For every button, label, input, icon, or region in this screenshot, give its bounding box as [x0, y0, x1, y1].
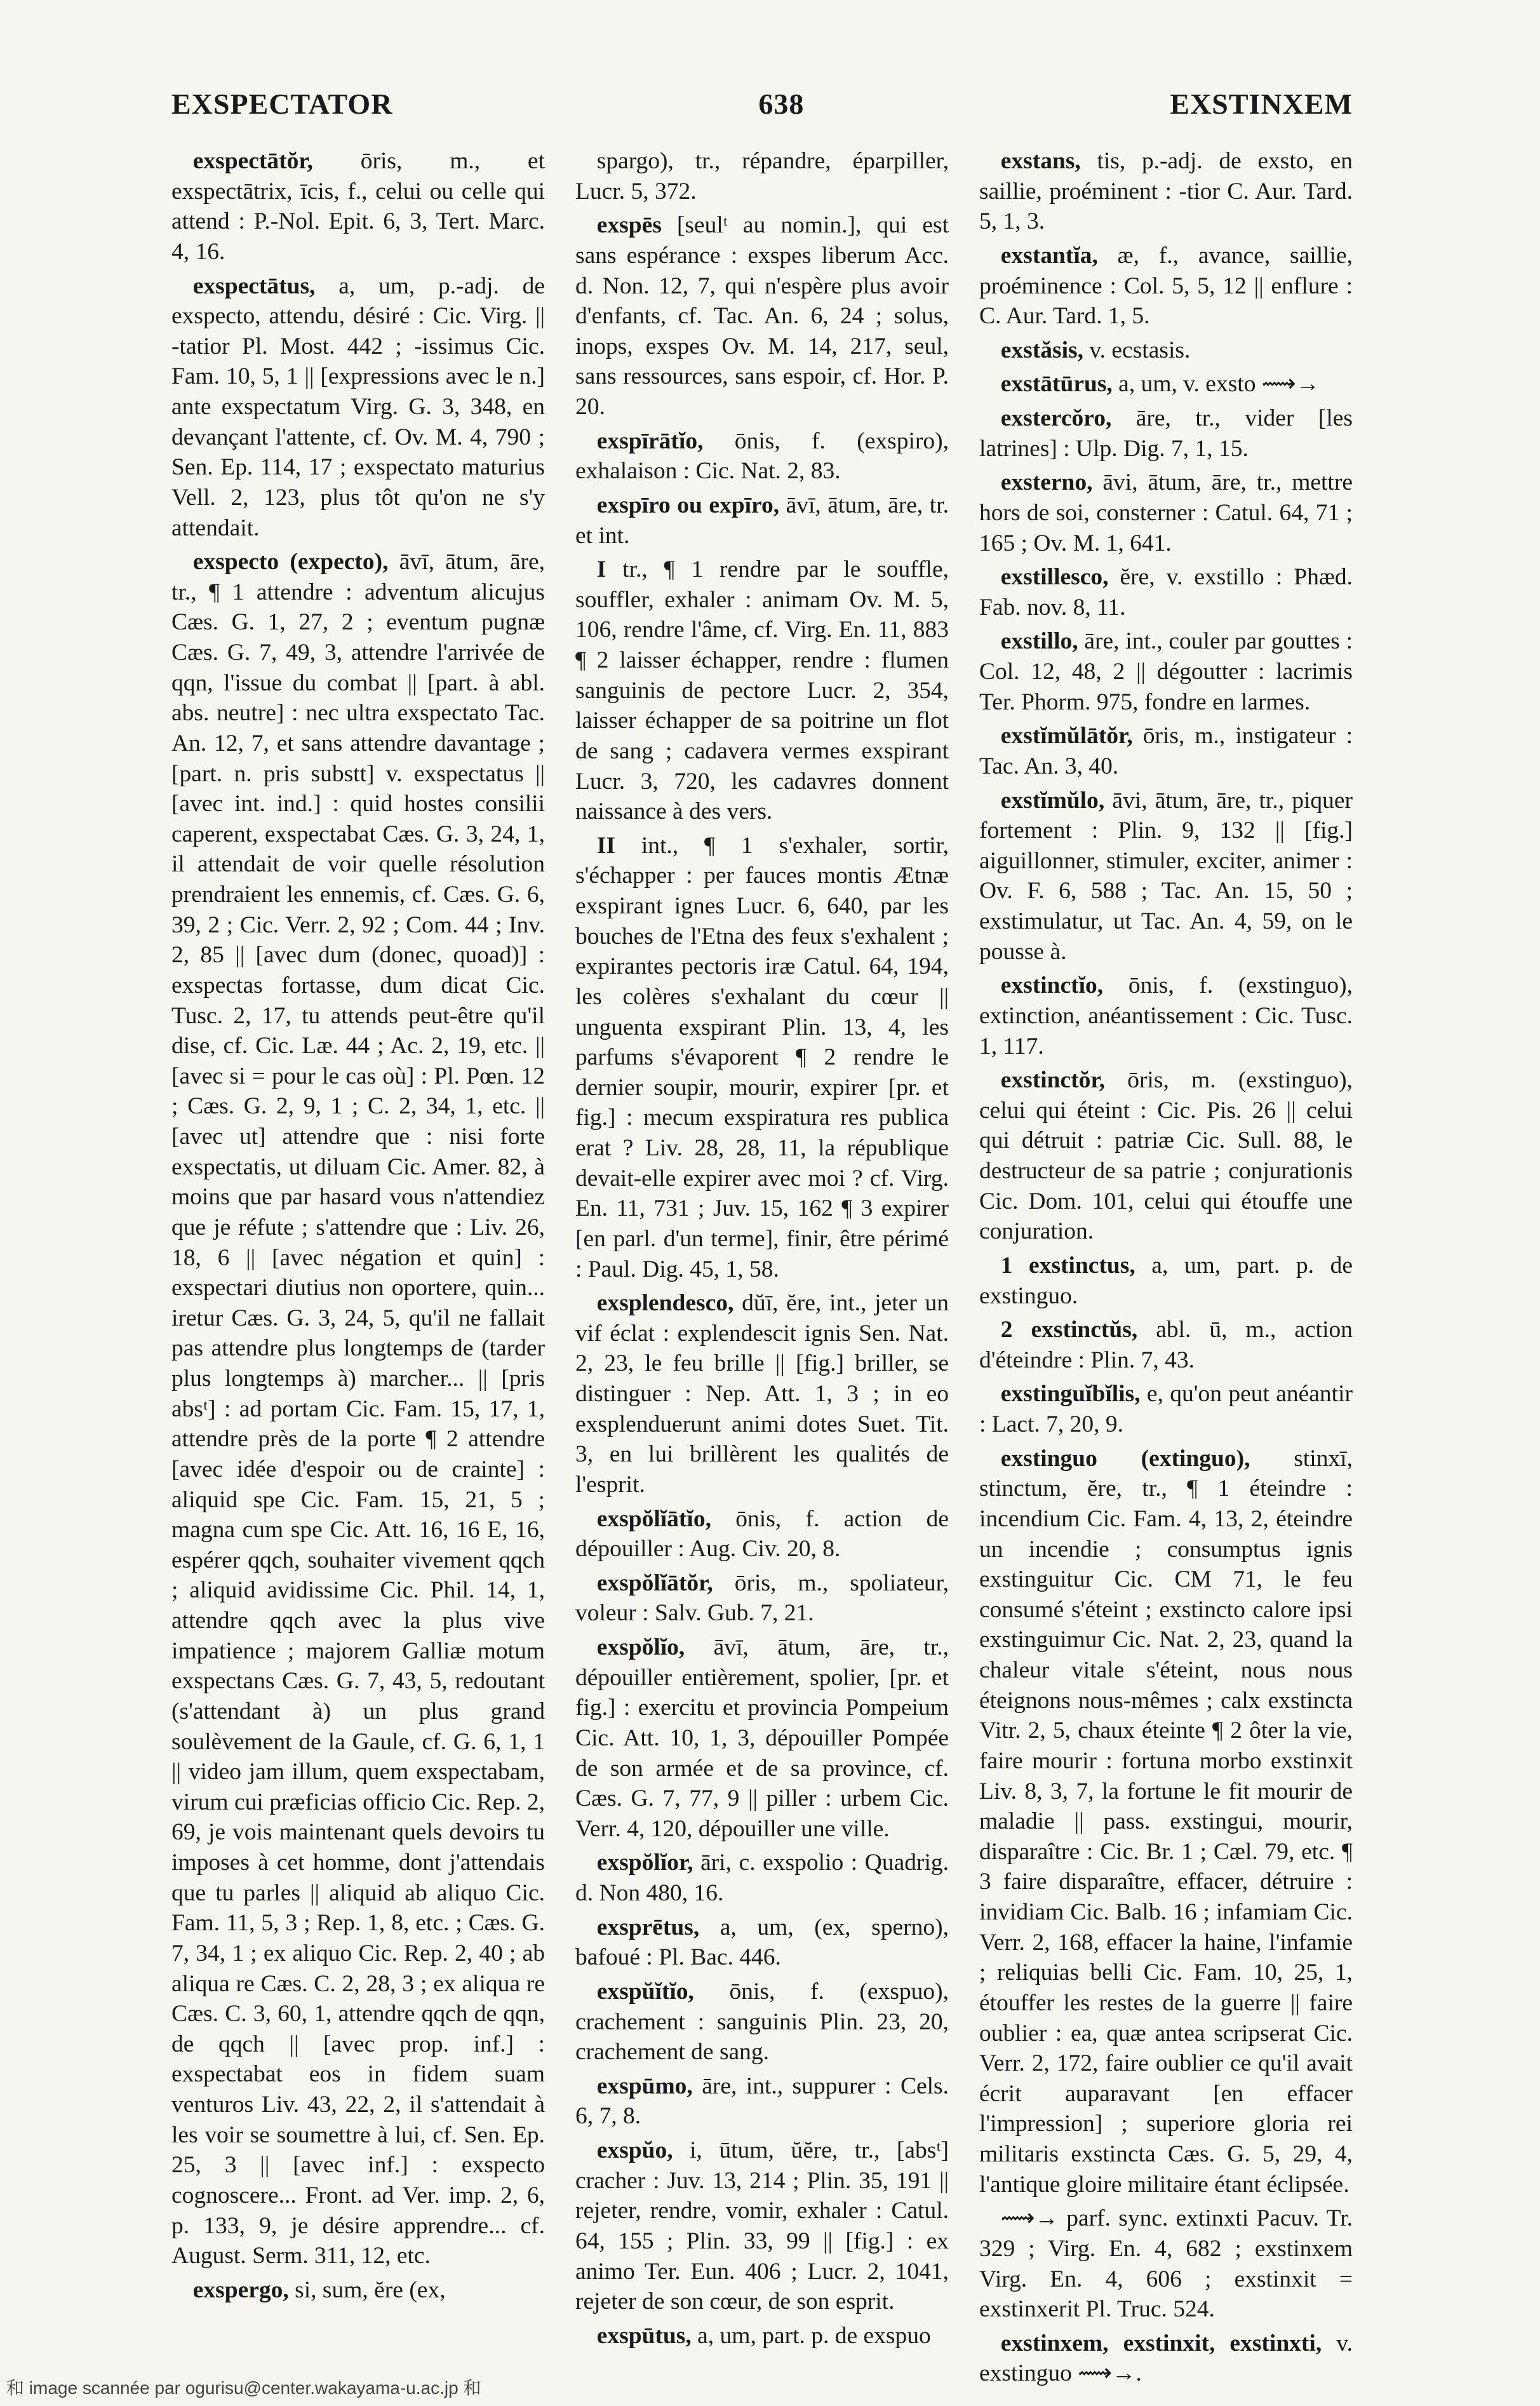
dictionary-entry: [979, 467, 1353, 558]
dictionary-entry: [575, 1848, 949, 1908]
entry-text: v. ecstasis.: [1083, 337, 1191, 363]
headword: exstinguĭbĭlis,: [1000, 1381, 1141, 1408]
column-middle: [575, 146, 949, 2349]
entry-text: ōnis, f. (exspiro), exhalaison : Cic. Nat. 2, 83.: [575, 427, 949, 485]
entry-text: āre, int., couler par gouttes : Col. 12, 48, 2 || dégoutter : lacrimis Ter. Phorm. 975, fondre en larmes.: [979, 628, 1353, 715]
entry-text: āvi, ātum, āre, tr., mettre hors de soi, consterner : Catul. 64, 71 ; 165 ; Ov. M. 1, 641.: [979, 469, 1353, 556]
dictionary-entry: [979, 369, 1353, 400]
dictionary-entry: [979, 403, 1353, 464]
dictionary-entry: [979, 1379, 1353, 1439]
entry-text: ōris, m., spoliateur, voleur : Salv. Gub. 7, 21.: [575, 1569, 949, 1627]
dictionary-entry: [979, 1065, 1353, 1247]
entry-text: int., ¶ 1 s'exhaler, sortir, s'échapper : per fauces montis Ætnæ exspirant ignes Lucr. 6, 640, par les bouches de l'Etna des feux s'exhalent ; expirantes pectoris iræ Catul. 64, 194, les colères s'exhalant du cœur || unguenta exspirant Plin. 13, 4, les parfums s'évaporent ¶ 2 rendre le dernier soupir, mourir, expirer [pr. et fig.] : mecum exspiratura res publica erat ? Liv. 28, 28, 11, la république devait-elle expirer avec moi ? cf. Virg. En. 11, 731 ; Juv. 15, 162 ¶ 3 expirer [en parl. d'un terme], finir, être périmé : Paul. Dig. 45, 1, 58.: [575, 832, 949, 1282]
headword: exspŏlĭor,: [596, 1850, 693, 1876]
entry-text: āvī, ātum, āre, tr., ¶ 1 attendre : adventum alicujus Cæs. G. 1, 27, 2 ; eventum pugnæ Cæs. G. 7, 49, 3, attendre l'arrivée de qqn, l'issue du combat || [part. à abl. abs. neutre] : nec ultra exspectato Tac. An. 12, 7, et sans attendre davantage ; [part. n. pris substt] v. exspectatus || [avec int. ind.] : quid hostes consilii caperent, exspectabat Cæs. G. 3, 24, 1, il attendait de voir quelle résolution prendraient les ennemis, cf. Cæs. G. 6, 39, 2 ; Cic. Verr. 2, 92 ; Com. 44 ; Inv. 2, 85 || [avec dum (donec, quoad)] : exspectas fortasse, dum dicat Cic. Tusc. 2, 17, tu attends peut-être qu'il dise, cf. Cic. Læ. 44 ; Ac. 2, 19, etc. || [avec si = pour le cas où] : Pl. Pœn. 12 ; Cæs. G. 2, 9, 1 ; C. 2, 34, 1, etc. || [avec ut] attendre que : nisi forte exspectatis, ut diluam Cic. Amer. 82, à moins que par hasard vous n'attendiez que je réfute ; s'attendre que : Liv. 26, 18, 6 || [avec négation et quin] : exspectari diutius non oportere, quin... iretur Cæs. G. 3, 24, 5, qu'il ne fallait pas attendre plus longtemps de (tarder plus longtemps à) marcher... || [pris absᵗ] : ad portam Cic. Fam. 15, 17, 1, attendre près de la porte ¶ 2 attendre [avec idée d'espoir ou de crainte] : aliquid spe Cic. Fam. 15, 21, 5 ; magna cum spe Cic. Att. 16, 16 E, 16, espérer qqch, souhaiter vivement qqch ; aliquid avidissime Cic. Phil. 14, 1, attendre qqch avec la plus vive impatience ; majorem Galliæ motum exspectans Cæs. G. 7, 43, 5, redoutant (s'attendant à) un plus grand soulèvement de la Gaule, cf. G. 6, 1, 1 || video jam illum, quem exspectabam, virum cui præficias officio Cic. Rep. 2, 69, je vois maintenant quels devoirs tu imposes à cet homme, dont j'attendais que tu parles || aliquid ab aliquo Cic. Fam. 11, 5, 3 ; Rep. 1, 8, etc. ; Cæs. G. 7, 34, 1 ; ex aliquo Cic. Rep. 2, 40 ; ab aliqua re Cæs. C. 2, 28, 3 ; ex aliqua re Cæs. C. 3, 60, 1, attendre qqch de qqn, de qqch || [avec prop. inf.] : exspectabat eos in fidem suam venturos Liv. 43, 22, 2, il s'attendait à les voir se soumettre à lui, cf. Sen. Ep. 25, 3 || [avec inf.] : exspecto cognoscere... Front. ad Ver. imp. 2, 6, p. 133, 9, je désire apprendre... cf. August. Serm. 311, 12, etc.: [171, 549, 545, 2269]
entry-text: āri, c. exspolio : Quadrig. d. Non 480, 16.: [575, 1850, 949, 1906]
dictionary-entry: [979, 562, 1353, 622]
headword: exspīrātĭo,: [596, 427, 704, 454]
entry-text: [seulᵗ au nomin.], qui est sans espérance : exspes liberum Acc. d. Non. 12, 7, qui n'espère plus avoir d'enfants, cf. Tac. An. 6, 24 ; solus, inops, exspes Ov. M. 14, 217, seul, sans ressources, sans espoir, cf. Hor. P. 20.: [575, 212, 949, 420]
headword: exspergo,: [192, 2276, 289, 2303]
scan-credit: 和 image scannée par ogurisu@center.wakayama-u.ac.jp 和: [6, 2378, 481, 2398]
headword: exstinguo (extinguo),: [1000, 1445, 1250, 1472]
headword: exstillo,: [1000, 628, 1078, 655]
entry-text: tis, p.-adj. de exsto, en saillie, proéminent : -tior C. Aur. Tard. 5, 1, 3.: [979, 148, 1353, 235]
dictionary-entry: [979, 335, 1353, 366]
headword: exspŭĭtĭo,: [596, 1978, 694, 2005]
headword: exspectātŏr,: [192, 148, 313, 174]
entry-text: a, um, v. exsto ⟿→: [1112, 371, 1320, 398]
entry-text: ōris, m., instigateur : Tac. An. 3, 40.: [979, 723, 1353, 779]
headword: exstinctĭo,: [1000, 972, 1104, 999]
entry-text: a, um, p.-adj. de exspecto, attendu, désiré : Cic. Virg. || -tatior Pl. Most. 442 ; -issimus Cic. Fam. 10, 5, 1 || [expressions avec le n.] ante exspectatum Virg. G. 3, 348, en devançant l'attente, cf. Ov. M. 4, 790 ; Sen. Ep. 114, 17 ; exspectato maturius Vell. 2, 123, plus tôt qu'on ne s'y attendait.: [171, 272, 545, 541]
dictionary-entry: [575, 1632, 949, 1844]
dictionary-entry: [171, 2275, 545, 2306]
headword: exspŏlĭo,: [596, 1634, 685, 1660]
dictionary-entry: [979, 1251, 1353, 1311]
dictionary-entry: [979, 971, 1353, 1061]
column-left: [171, 146, 545, 2318]
headword: exspŏlĭātŏr,: [596, 1569, 713, 1596]
entry-text: si, sum, ĕre (ex,: [288, 2276, 446, 2303]
dictionary-entry: [171, 271, 545, 544]
column-right: [979, 146, 1353, 2387]
entry-text: āvī, ātum, āre, tr. et int.: [575, 492, 949, 549]
dictionary-entry: [575, 1504, 949, 1564]
headword: exspēs: [596, 212, 662, 239]
entry-text: tr., ¶ 1 rendre par le souffle, souffler, exhaler : animam Ov. M. 5, 106, rendre l'âme, cf. Virg. En. 11, 883 ¶ 2 laisser échapper, rendre : flumen sanguinis de pectore Lucr. 2, 354, laisser échapper de sa poitrine un flot de sang ; cadavera vermes exspirant Lucr. 3, 720, les cadavres donnent naissance à des vers.: [575, 556, 949, 825]
dictionary-entry: [575, 554, 949, 827]
headword: 2 exstinctŭs,: [1000, 1317, 1138, 1343]
dictionary-entry: [575, 1977, 949, 2067]
entry-text: ōris, m., et exspectātrix, īcis, f., celui ou celle qui attend : P.-Nol. Epit. 6, 3, Tert. Marc. 4, 16.: [171, 148, 545, 265]
dictionary-entry: [979, 146, 1353, 237]
dictionary-entry: [575, 1568, 949, 1629]
entry-text: dŭī, ĕre, int., jeter un vif éclat : explendescit ignis Sen. Nat. 2, 23, le feu brille || [fig.] briller, se distinguer : Nep. Att. 1, 3 ; in eo exsplenduerunt animi dotes Suet. Tit. 3, en lui brillèrent les qualités de l'esprit.: [575, 1290, 949, 1498]
entry-text: āre, int., suppurer : Cels. 6, 7, 8.: [575, 2073, 949, 2130]
dictionary-entry: [575, 1912, 949, 1973]
dictionary-entry: [575, 426, 949, 487]
dictionary-entry: [979, 786, 1353, 967]
headword: exsprētus,: [596, 1914, 700, 1940]
entry-text: abl. ū, m., action d'éteindre : Plin. 7, 43.: [979, 1317, 1353, 1373]
headword: exstantĭa,: [1000, 242, 1098, 269]
entry-text: āvi, ātum, āre, tr., piquer fortement : Plin. 9, 132 || [fig.] aiguillonner, stimuler, exciter, animer : Ov. F. 6, 588 ; Tac. An. 15, 50 ; exstimulatur, ut Tac. An. 4, 59, on le pousse à.: [979, 787, 1353, 965]
dictionary-entry: [575, 210, 949, 422]
headword: exstăsis,: [1000, 337, 1083, 363]
dictionary-entry: [171, 547, 545, 2271]
entry-text: i, ūtum, ŭĕre, tr., [absᵗ] cracher : Juv. 13, 214 ; Plin. 35, 191 || rejeter, rendre, vomir, exhaler : Catul. 64, 155 ; Plin. 33, 99 || [fig.] : ex animo Ter. Eun. 406 ; Lucr. 2, 1041, rejeter de son cœur, de son esprit.: [575, 2137, 949, 2315]
right-running-head: EXSTINXEM: [1170, 87, 1353, 120]
dictionary-entry: [575, 1288, 949, 1500]
headword: exspŏlĭātĭo,: [596, 1505, 711, 1532]
entry-text: v. exstinguo ⟿→.: [979, 2330, 1353, 2387]
headword: exspūmo,: [596, 2073, 693, 2099]
dictionary-entry: [979, 1444, 1353, 2200]
entry-text: ĕre, v. exstillo : Phæd. Fab. nov. 8, 11.: [979, 564, 1353, 621]
headword: exsplendesco,: [596, 1290, 734, 1317]
entry-text: ōnis, f. action de dépouiller : Aug. Civ. 20, 8.: [575, 1505, 949, 1563]
dictionary-entry: [171, 146, 545, 267]
dictionary-entry: [979, 626, 1353, 717]
dictionary-entry: [575, 146, 949, 206]
left-running-head: EXSPECTATOR: [171, 87, 393, 120]
entry-text: ⟿→ parf. sync. extinxti Pacuv. Tr. 329 ; Virg. En. 4, 682 ; exstinxem Virg. En. 4, 606 ; exstinxit = exstinxerit Pl. Truc. 524.: [979, 2205, 1353, 2323]
dictionary-entry: [575, 2135, 949, 2317]
entry-text: āre, tr., vider [les latrines] : Ulp. Dig. 7, 1, 15.: [979, 405, 1353, 462]
headword: exspecto (expecto),: [192, 549, 389, 575]
entry-text: a, um, part. p. de exspuo: [691, 2322, 931, 2349]
headword: exstinctŏr,: [1000, 1067, 1105, 1094]
headword: II: [596, 832, 615, 859]
headword: exstĭmŭlo,: [1000, 787, 1105, 814]
entry-text: e, qu'on peut anéantir : Lact. 7, 20, 9.: [979, 1381, 1353, 1437]
dictionary-entry: [575, 831, 949, 1284]
headword: exstātūrus,: [1000, 371, 1113, 398]
headword: exspīro ou expīro,: [596, 492, 780, 518]
entry-text: ōnis, f. (exspuo), crachement : sanguinis Plin. 23, 20, crachement de sang.: [575, 1978, 949, 2066]
entry-text: a, um, (ex, sperno), bafoué : Pl. Bac. 446.: [575, 1914, 949, 1971]
entry-text: ōnis, f. (exstinguo), extinction, anéantissement : Cic. Tusc. 1, 117.: [979, 972, 1353, 1059]
headword: 1 exstinctus,: [1000, 1252, 1135, 1279]
dictionary-entry: [575, 490, 949, 551]
running-head: [171, 81, 1353, 126]
dictionary-entry: [575, 2321, 949, 2351]
entry-text: āvī, ātum, āre, tr., dépouiller entièrement, spolier, [pr. et fig.] : exercitu et provincia Pompeium Cic. Att. 10, 1, 3, dépouiller Pompée de son armée et de sa province, cf. Cæs. G. 7, 77, 9 || piller : urbem Cic. Verr. 4, 120, dépouiller une ville.: [575, 1634, 949, 1842]
dictionary-entry: [979, 2203, 1353, 2325]
headword: exspūtus,: [596, 2322, 692, 2349]
page-number: 638: [758, 87, 805, 120]
headword: exstillesco,: [1000, 564, 1109, 591]
entry-text: stinxī, stinctum, ĕre, tr., ¶ 1 éteindre : incendium Cic. Fam. 4, 13, 2, éteindre un incendie ; consumptus ignis exstinguitur Cic. CM 71, le feu consumé s'éteint ; exstincto calore ipsi exstinguimur Cic. Nat. 2, 23, quand la chaleur vitale s'éteint, nous nous éteignons nous-mêmes ; calx exstincta Vitr. 2, 5, chaux éteinte ¶ 2 ôter la vie, faire mourir : fortuna morbo exstinxit Liv. 8, 3, 7, la fortune le fit mourir de maladie || pass. exstingui, mourir, disparaître : Cic. Br. 1 ; Cæl. 79, etc. ¶ 3 faire disparaître, effacer, détruire : invidiam Cic. Balb. 16 ; infamiam Cic. Verr. 2, 168, effacer la haine, l'infamie ; reliquias belli Cic. Fam. 10, 25, 1, étouffer les restes de la guerre || faire oublier : ea, quæ antea scripserat Cic. Verr. 2, 172, faire oublier ce qu'il avait écrit auparavant [en effacer l'impression] ; superiore gloria rei militaris exstincta Cæs. G. 5, 29, 4, l'antique gloire militaire étant éclipsée.: [979, 1445, 1353, 2198]
dictionary-entry: [979, 2329, 1353, 2389]
dictionary-columns: [171, 146, 1353, 2387]
headword: exspŭo,: [596, 2137, 673, 2163]
headword: exstĭmŭlātŏr,: [1000, 723, 1133, 749]
dictionary-entry: [979, 1315, 1353, 1375]
dictionary-entry: [979, 241, 1353, 332]
headword: exsterno,: [1000, 469, 1093, 496]
headword: exstercŏro,: [1000, 405, 1112, 431]
headword: I: [596, 556, 606, 583]
headword: exstans,: [1000, 148, 1081, 174]
headword: exspectātus,: [192, 272, 316, 299]
dictionary-entry: [979, 721, 1353, 781]
headword: exstinxem, exstinxit, exstinxti,: [1000, 2330, 1322, 2356]
entry-text: spargo), tr., répandre, éparpiller, Lucr. 5, 372.: [575, 148, 949, 205]
dictionary-entry: [575, 2071, 949, 2132]
entry-text: æ, f., avance, saillie, proéminence : Col. 5, 5, 12 || enflure : C. Aur. Tard. 1, 5.: [979, 242, 1353, 330]
entry-text: a, um, part. p. de exstinguo.: [979, 1252, 1353, 1309]
entry-text: ōris, m. (exstinguo), celui qui éteint : Cic. Pis. 26 || celui qui détruit : patriæ Cic. Sull. 88, le destructeur de sa patrie ; conjurationis Cic. Dom. 101, celui qui étouffe une conjuration.: [979, 1067, 1353, 1245]
